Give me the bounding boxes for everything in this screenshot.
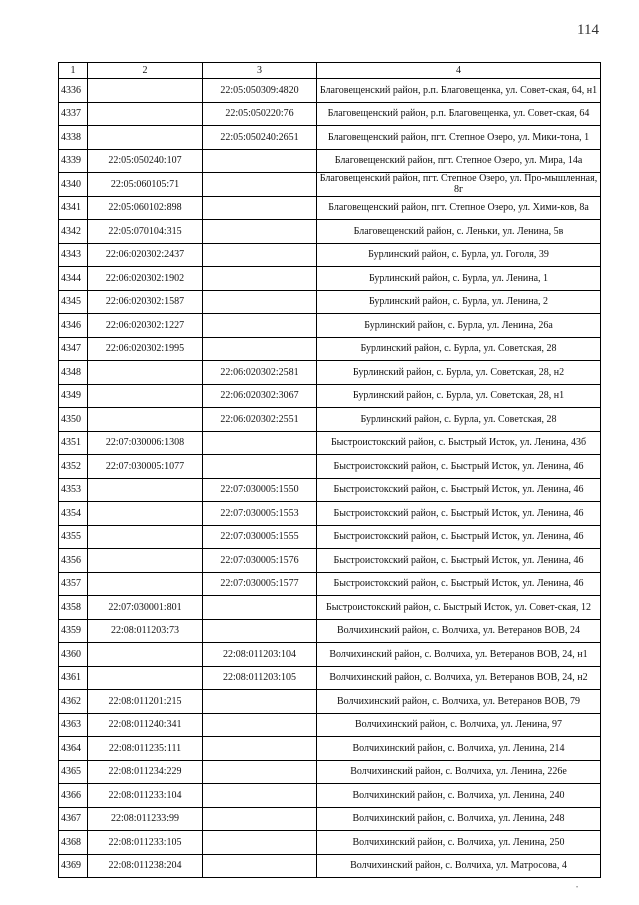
row-number: 4351	[59, 431, 88, 455]
table-row	[59, 549, 601, 573]
cadastral-number-2	[203, 455, 317, 479]
cadastral-number-2	[203, 196, 317, 220]
address-cell: Бурлинский район, с. Бурла, ул. Советская, 28	[317, 337, 601, 361]
cadastral-number-2: 22:08:011203:104	[203, 643, 317, 667]
cadastral-number-1: 22:06:020302:1587	[88, 290, 203, 314]
cadastral-number-2	[203, 173, 317, 197]
row-number: 4346	[59, 314, 88, 338]
row-number: 4338	[59, 126, 88, 150]
table-row	[59, 596, 601, 620]
row-number: 4343	[59, 243, 88, 267]
row-number: 4366	[59, 784, 88, 808]
cadastral-number-1: 22:06:020302:1902	[88, 267, 203, 291]
table-row	[59, 102, 601, 126]
cadastral-number-2	[203, 267, 317, 291]
column-header-building-cadastral: 3	[203, 63, 317, 79]
cadastral-number-2	[203, 596, 317, 620]
cadastral-number-1: 22:05:060105:71	[88, 173, 203, 197]
row-number: 4359	[59, 619, 88, 643]
cadastral-number-2	[203, 290, 317, 314]
table-row	[59, 760, 601, 784]
cadastral-number-1: 22:08:011234:229	[88, 760, 203, 784]
address-cell: Благовещенский район, пгт. Степное Озеро, ул. Хими-ков, 8а	[317, 196, 601, 220]
cadastral-number-2: 22:05:050220:76	[203, 102, 317, 126]
cadastral-number-2	[203, 737, 317, 761]
cadastral-number-1: 22:07:030005:1077	[88, 455, 203, 479]
address-cell: Быстроистокский район, с. Быстрый Исток, ул. Ленина, 46	[317, 525, 601, 549]
address-cell: Благовещенский район, р.п. Благовещенка, ул. Совет-ская, 64	[317, 102, 601, 126]
cadastral-number-1	[88, 408, 203, 432]
cadastral-number-1	[88, 478, 203, 502]
cadastral-number-2: 22:05:050309:4820	[203, 79, 317, 103]
cadastral-number-2	[203, 807, 317, 831]
row-number: 4347	[59, 337, 88, 361]
table-row	[59, 267, 601, 291]
address-cell: Бурлинский район, с. Бурла, ул. Ленина, 2	[317, 290, 601, 314]
cadastral-number-1: 22:08:011233:99	[88, 807, 203, 831]
cadastral-number-2	[203, 760, 317, 784]
table-row	[59, 666, 601, 690]
address-cell: Волчихинский район, с. Волчиха, ул. Ленина, 250	[317, 831, 601, 855]
address-cell: Быстроистокский район, с. Быстрый Исток, ул. Совет-ская, 12	[317, 596, 601, 620]
address-cell: Волчихинский район, с. Волчиха, ул. Ленина, 226е	[317, 760, 601, 784]
cadastral-number-1: 22:07:030001:801	[88, 596, 203, 620]
table-row	[59, 173, 601, 197]
row-number: 4337	[59, 102, 88, 126]
row-number: 4350	[59, 408, 88, 432]
address-cell: Бурлинский район, с. Бурла, ул. Гоголя, 39	[317, 243, 601, 267]
property-registry-table	[58, 62, 601, 878]
cadastral-number-1	[88, 525, 203, 549]
table-row	[59, 831, 601, 855]
table-body	[59, 79, 601, 878]
row-number: 4364	[59, 737, 88, 761]
cadastral-number-1: 22:08:011235:111	[88, 737, 203, 761]
row-number: 4368	[59, 831, 88, 855]
table-row	[59, 784, 601, 808]
address-cell: Быстроистокский район, с. Быстрый Исток, ул. Ленина, 43б	[317, 431, 601, 455]
table-row	[59, 690, 601, 714]
row-number: 4361	[59, 666, 88, 690]
table-row	[59, 737, 601, 761]
cadastral-number-1: 22:08:011240:341	[88, 713, 203, 737]
row-number: 4344	[59, 267, 88, 291]
address-cell: Благовещенский район, пгт. Степное Озеро, ул. Мира, 14а	[317, 149, 601, 173]
row-number: 4336	[59, 79, 88, 103]
cadastral-number-1: 22:08:011233:105	[88, 831, 203, 855]
row-number: 4363	[59, 713, 88, 737]
table-row	[59, 619, 601, 643]
row-number: 4369	[59, 854, 88, 878]
table-row	[59, 502, 601, 526]
row-number: 4339	[59, 149, 88, 173]
column-header-number: 1	[59, 63, 88, 79]
cadastral-number-1	[88, 79, 203, 103]
cadastral-number-2: 22:07:030005:1550	[203, 478, 317, 502]
cadastral-number-1	[88, 549, 203, 573]
cadastral-number-1	[88, 361, 203, 385]
table-row	[59, 337, 601, 361]
cadastral-number-2: 22:08:011203:105	[203, 666, 317, 690]
cadastral-number-2	[203, 619, 317, 643]
address-cell: Бурлинский район, с. Бурла, ул. Ленина, 26а	[317, 314, 601, 338]
cadastral-number-1: 22:06:020302:1227	[88, 314, 203, 338]
address-cell: Волчихинский район, с. Волчиха, ул. Ленина, 97	[317, 713, 601, 737]
cadastral-number-1: 22:05:060102:898	[88, 196, 203, 220]
address-cell: Быстроистокский район, с. Быстрый Исток, ул. Ленина, 46	[317, 572, 601, 596]
address-cell: Бурлинский район, с. Бурла, ул. Ленина, 1	[317, 267, 601, 291]
cadastral-number-1	[88, 502, 203, 526]
cadastral-number-2: 22:07:030005:1553	[203, 502, 317, 526]
row-number: 4358	[59, 596, 88, 620]
row-number: 4342	[59, 220, 88, 244]
cadastral-number-2	[203, 337, 317, 361]
scan-speck: •	[576, 885, 579, 891]
cadastral-number-1: 22:05:050240:107	[88, 149, 203, 173]
table-row	[59, 408, 601, 432]
address-cell: Волчихинский район, с. Волчиха, ул. Ленина, 240	[317, 784, 601, 808]
table-row	[59, 126, 601, 150]
cadastral-number-1	[88, 643, 203, 667]
table-row	[59, 807, 601, 831]
cadastral-number-1: 22:07:030006:1308	[88, 431, 203, 455]
address-cell: Волчихинский район, с. Волчиха, ул. Ветеранов ВОВ, 79	[317, 690, 601, 714]
row-number: 4345	[59, 290, 88, 314]
cadastral-number-2	[203, 690, 317, 714]
table-row	[59, 431, 601, 455]
cadastral-number-2	[203, 713, 317, 737]
column-header-address: 4	[317, 63, 601, 79]
table-row	[59, 478, 601, 502]
address-cell: Быстроистокский район, с. Быстрый Исток, ул. Ленина, 46	[317, 502, 601, 526]
table-row	[59, 314, 601, 338]
address-cell: Бурлинский район, с. Бурла, ул. Советская, 28, н1	[317, 384, 601, 408]
cadastral-number-1: 22:08:011201:215	[88, 690, 203, 714]
table-row	[59, 525, 601, 549]
cadastral-number-2: 22:07:030005:1555	[203, 525, 317, 549]
cadastral-number-2	[203, 431, 317, 455]
table-row	[59, 149, 601, 173]
address-cell: Быстроистокский район, с. Быстрый Исток, ул. Ленина, 46	[317, 478, 601, 502]
table-row	[59, 361, 601, 385]
row-number: 4348	[59, 361, 88, 385]
table-header	[59, 63, 601, 79]
row-number: 4356	[59, 549, 88, 573]
cadastral-number-1	[88, 102, 203, 126]
table-row	[59, 384, 601, 408]
row-number: 4352	[59, 455, 88, 479]
table-row	[59, 220, 601, 244]
header-row	[59, 63, 601, 79]
table-row	[59, 243, 601, 267]
cadastral-number-2	[203, 314, 317, 338]
page-number: 114	[577, 22, 599, 38]
cadastral-number-1	[88, 666, 203, 690]
cadastral-number-2	[203, 220, 317, 244]
row-number: 4365	[59, 760, 88, 784]
cadastral-number-1: 22:08:011233:104	[88, 784, 203, 808]
cadastral-number-1	[88, 572, 203, 596]
cadastral-number-1: 22:08:011203:73	[88, 619, 203, 643]
address-cell: Благовещенский район, пгт. Степное Озеро, ул. Про-мышленная, 8г	[317, 173, 601, 197]
address-cell: Быстроистокский район, с. Быстрый Исток, ул. Ленина, 46	[317, 549, 601, 573]
row-number: 4360	[59, 643, 88, 667]
table-row	[59, 572, 601, 596]
cadastral-number-2: 22:05:050240:2651	[203, 126, 317, 150]
row-number: 4341	[59, 196, 88, 220]
table-row	[59, 196, 601, 220]
address-cell: Быстроистокский район, с. Быстрый Исток, ул. Ленина, 46	[317, 455, 601, 479]
address-cell: Волчихинский район, с. Волчиха, ул. Матросова, 4	[317, 854, 601, 878]
cadastral-number-2: 22:07:030005:1577	[203, 572, 317, 596]
row-number: 4353	[59, 478, 88, 502]
cadastral-number-1: 22:05:070104:315	[88, 220, 203, 244]
row-number: 4362	[59, 690, 88, 714]
cadastral-number-2: 22:07:030005:1576	[203, 549, 317, 573]
row-number: 4354	[59, 502, 88, 526]
row-number: 4357	[59, 572, 88, 596]
row-number: 4355	[59, 525, 88, 549]
cadastral-number-1	[88, 126, 203, 150]
cadastral-number-2	[203, 243, 317, 267]
address-cell: Волчихинский район, с. Волчиха, ул. Ленина, 214	[317, 737, 601, 761]
cadastral-number-2	[203, 831, 317, 855]
table-row	[59, 290, 601, 314]
cadastral-number-1	[88, 384, 203, 408]
cadastral-number-2: 22:06:020302:3067	[203, 384, 317, 408]
table-row	[59, 713, 601, 737]
address-cell: Бурлинский район, с. Бурла, ул. Советская, 28, н2	[317, 361, 601, 385]
address-cell: Благовещенский район, р.п. Благовещенка, ул. Совет-ская, 64, н1	[317, 79, 601, 103]
address-cell: Бурлинский район, с. Бурла, ул. Советская, 28	[317, 408, 601, 432]
row-number: 4367	[59, 807, 88, 831]
cadastral-number-2: 22:06:020302:2551	[203, 408, 317, 432]
row-number: 4340	[59, 173, 88, 197]
cadastral-number-2	[203, 149, 317, 173]
table-row	[59, 643, 601, 667]
cadastral-number-2	[203, 854, 317, 878]
address-cell: Волчихинский район, с. Волчиха, ул. Ветеранов ВОВ, 24, н2	[317, 666, 601, 690]
cadastral-number-1: 22:06:020302:1995	[88, 337, 203, 361]
row-number: 4349	[59, 384, 88, 408]
table-row	[59, 854, 601, 878]
cadastral-number-1: 22:06:020302:2437	[88, 243, 203, 267]
address-cell: Благовещенский район, с. Леньки, ул. Ленина, 5в	[317, 220, 601, 244]
column-header-land-cadastral: 2	[88, 63, 203, 79]
cadastral-number-2	[203, 784, 317, 808]
cadastral-number-1: 22:08:011238:204	[88, 854, 203, 878]
address-cell: Волчихинский район, с. Волчиха, ул. Ленина, 248	[317, 807, 601, 831]
cadastral-number-2: 22:06:020302:2581	[203, 361, 317, 385]
address-cell: Благовещенский район, пгт. Степное Озеро, ул. Мики-тона, 1	[317, 126, 601, 150]
address-cell: Волчихинский район, с. Волчиха, ул. Ветеранов ВОВ, 24	[317, 619, 601, 643]
table-row	[59, 79, 601, 103]
table-row	[59, 455, 601, 479]
address-cell: Волчихинский район, с. Волчиха, ул. Ветеранов ВОВ, 24, н1	[317, 643, 601, 667]
